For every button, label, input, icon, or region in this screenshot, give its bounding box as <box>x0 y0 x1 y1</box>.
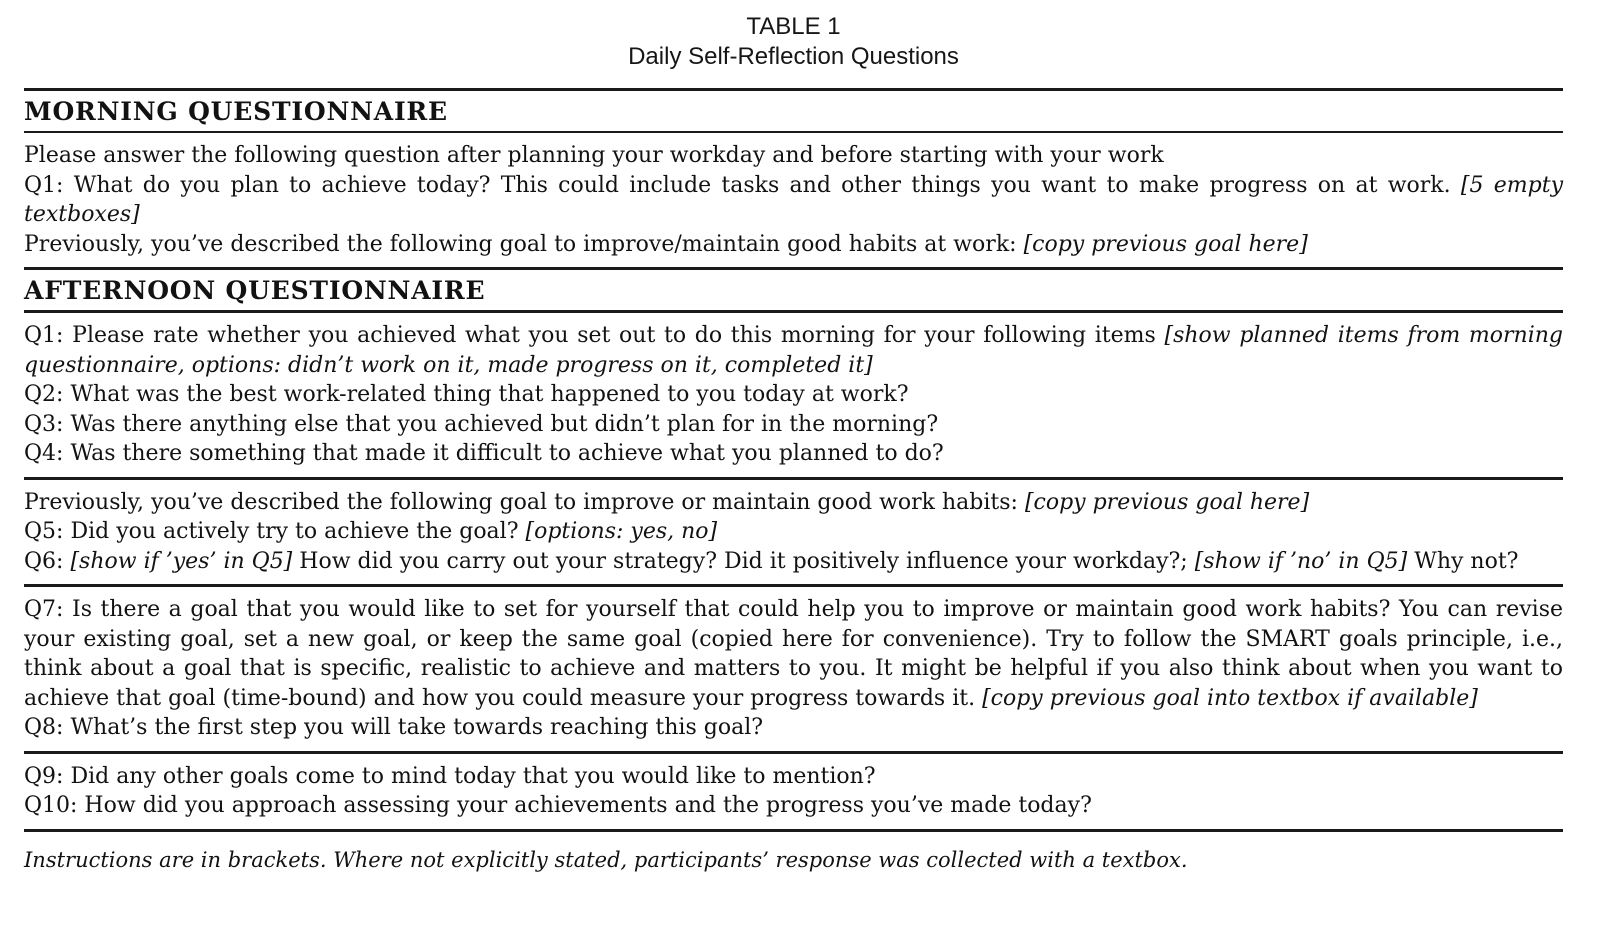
afternoon-q7-text: Q7: Is there a goal that you would like to set for yourself that could help you to improve or maintain good work habits? You can revise your existing goal, set a new goal, or keep the same goal (copied here for convenience). Try to follow the SMART goals principle, i.e., think about a goal that is specific, realistic to achieve and matters to you. It might be helpful if you also think about when you want to achieve that goal (time-bound) and how you could measure your progress towards it. <box>24 597 1563 711</box>
afternoon-block-3 <box>24 587 1563 751</box>
morning-q1-instruction: [5 empty textboxes] <box>24 172 1563 227</box>
afternoon-q5-instruction: [options: yes, no] <box>525 519 718 544</box>
morning-intro-text: Please answer the following question after planning your workday and before starting with your work <box>24 143 1164 168</box>
afternoon-q1-instruction: [show planned items from morning questionnaire, options: didn’t work on it, made progress on it, completed it] <box>24 323 1563 378</box>
afternoon-block-1 <box>24 313 1563 477</box>
afternoon-q6-suffix: Why not? <box>1407 548 1519 574</box>
afternoon-q6-prefix: Q6: <box>24 548 71 574</box>
bottom-rule <box>24 829 1563 832</box>
afternoon-q6-instruction-yes: [show if ’yes’ in Q5] <box>70 548 293 574</box>
afternoon-previous-instruction: [copy previous goal here] <box>1024 489 1310 515</box>
morning-q1-text: Q1: What do you plan to achieve today? This could include tasks and other things you want to make progress on at work. <box>24 172 1461 198</box>
afternoon-q8-text: Q8: What’s the first step you will take towards reaching this goal? <box>24 715 764 740</box>
afternoon-q7-instruction: [copy previous goal into textbox if available] <box>982 685 1478 711</box>
afternoon-q10 <box>24 791 1563 821</box>
afternoon-q10-text: Q10: How did you approach assessing your achievements and the progress you’ve made today? <box>24 793 1092 818</box>
afternoon-q1-text: Q1: Please rate whether you achieved what you set out to do this morning for your following items <box>24 323 1165 348</box>
afternoon-previous-goal <box>24 488 1563 518</box>
afternoon-block-4 <box>24 754 1563 829</box>
afternoon-section-header: AFTERNOON QUESTIONNAIRE <box>24 276 486 305</box>
afternoon-q6-instruction-no: [show if ’no’ in Q5] <box>1194 548 1408 574</box>
afternoon-block-2 <box>24 480 1563 585</box>
morning-q1 <box>24 171 1563 230</box>
table-title: Daily Self-Reflection Questions <box>628 43 959 70</box>
table-number: TABLE 1 <box>746 13 841 40</box>
afternoon-q9-text: Q9: Did any other goals come to mind today that you would like to mention? <box>24 763 876 789</box>
afternoon-q6 <box>24 547 1563 577</box>
afternoon-q3-text: Q3: Was there anything else that you achieved but didn’t plan for in the morning? <box>24 411 939 437</box>
afternoon-q4 <box>24 439 1563 469</box>
afternoon-q7 <box>24 595 1563 713</box>
afternoon-q1 <box>24 321 1563 380</box>
morning-intro <box>24 141 1563 171</box>
afternoon-q3 <box>24 410 1563 440</box>
afternoon-previous-text: Previously, you’ve described the following goal to improve or maintain good work habits: <box>24 489 1025 515</box>
afternoon-q5 <box>24 517 1563 547</box>
morning-previous-instruction: [copy previous goal here] <box>1023 231 1308 257</box>
morning-section-header: MORNING QUESTIONNAIRE <box>24 97 448 126</box>
afternoon-q6-middle: How did you carry out your strategy? Did it positively influence your workday?; <box>292 548 1195 574</box>
morning-section-body <box>24 133 1563 267</box>
afternoon-q9 <box>24 762 1563 792</box>
morning-previous-text: Previously, you’ve described the following goal to improve/maintain good habits at work: <box>24 231 1024 257</box>
table-caption-block <box>24 0 1563 88</box>
afternoon-q2 <box>24 380 1563 410</box>
afternoon-q5-text: Q5: Did you actively try to achieve the goal? <box>24 519 526 544</box>
table-footnote: Instructions are in brackets. Where not explicitly stated, participants’ response was collected with a textbox. <box>24 847 1188 872</box>
morning-previous-goal <box>24 230 1563 260</box>
afternoon-q8 <box>24 713 1563 743</box>
afternoon-q4-text: Q4: Was there something that made it difficult to achieve what you planned to do? <box>24 441 944 466</box>
afternoon-q2-text: Q2: What was the best work-related thing that happened to you today at work? <box>24 382 909 407</box>
